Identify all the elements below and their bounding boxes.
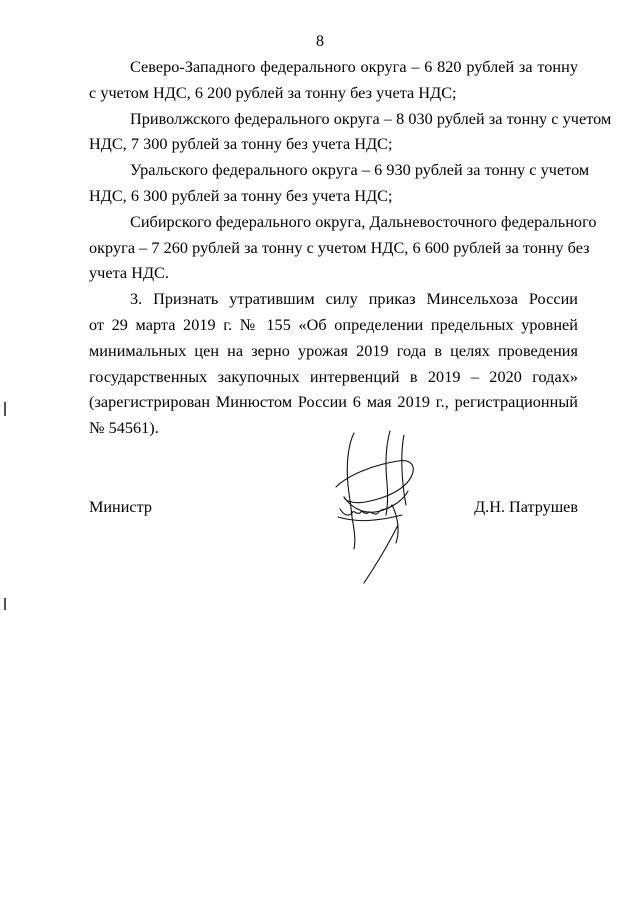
text-line: № 54561). bbox=[89, 419, 159, 438]
text-line: Сибирского федерального округа, Дальневосточного федерального bbox=[130, 212, 597, 231]
scan-edge-mark bbox=[4, 598, 6, 610]
text-line: (зарегистрирован Минюстом России 6 мая 2019 г., регистрационный bbox=[89, 393, 578, 412]
text-line: округа – 7 260 рублей за тонну с учетом НДС, 6 600 рублей за тонну без bbox=[89, 238, 590, 257]
text-line: НДС, 6 300 рублей за тонну без учета НДС; bbox=[89, 186, 393, 205]
text-line: минимальных цен на зерно урожая 2019 года в целях проведения bbox=[89, 341, 578, 360]
signatory-name: Д.Н. Патрушев bbox=[474, 498, 578, 516]
page-number: 8 bbox=[316, 33, 324, 50]
text-line: Приволжского федерального округа – 8 030 рублей за тонну с учетом bbox=[130, 109, 612, 128]
document-body bbox=[89, 55, 612, 442]
text-line: НДС, 7 300 рублей за тонну без учета НДС; bbox=[89, 135, 393, 154]
signatory-title: Министр bbox=[89, 498, 152, 516]
text-line: с учетом НДС, 6 200 рублей за тонну без учета НДС; bbox=[89, 83, 457, 102]
text-line: Северо-Западного федерального округа – 6 820 рублей за тонну bbox=[130, 58, 578, 76]
text-line: государственных закупочных интервенций в 2019 – 2020 годах» bbox=[89, 367, 578, 386]
signature-block bbox=[89, 498, 578, 528]
scan-edge-mark bbox=[4, 402, 6, 416]
text-line: 3. Признать утратившим силу приказ Минсельхоза России bbox=[130, 290, 578, 309]
text-line: Уральского федерального округа – 6 930 рублей за тонну с учетом bbox=[130, 161, 590, 180]
text-line: от 29 марта 2019 г. № 155 «Об определении предельных уровней bbox=[89, 315, 578, 334]
text-line: учета НДС. bbox=[89, 264, 169, 283]
